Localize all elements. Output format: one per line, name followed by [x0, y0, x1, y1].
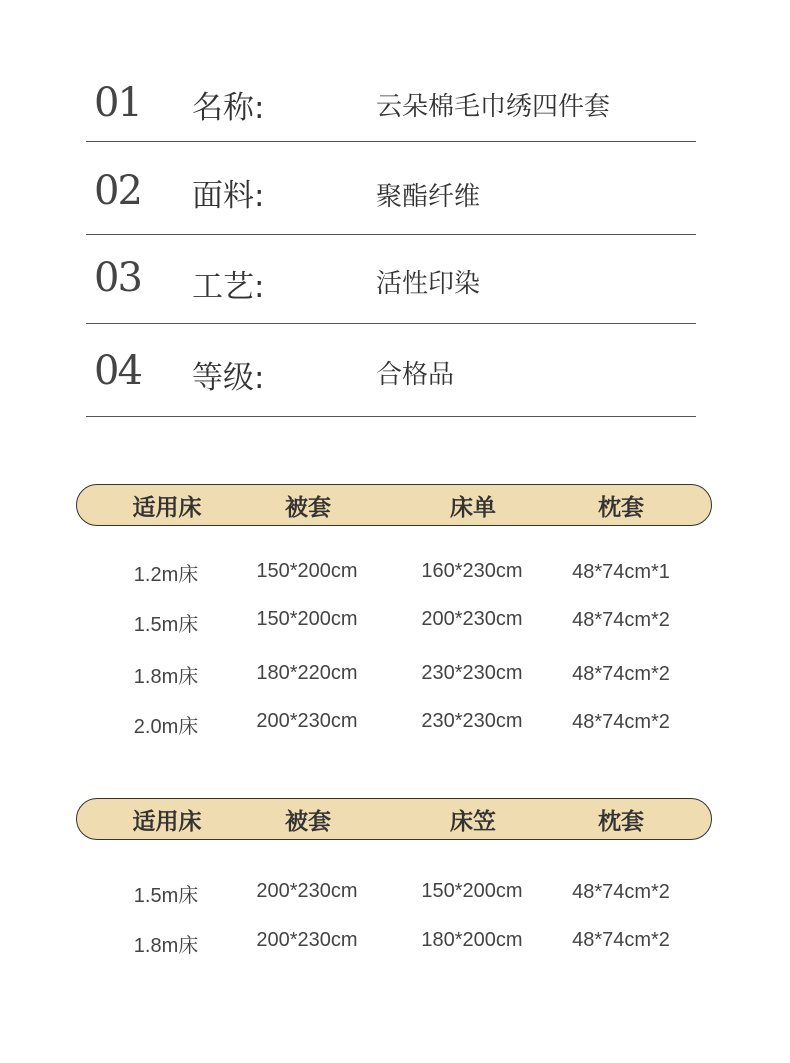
spec-value: 云朵棉毛巾绣四件套: [376, 92, 611, 122]
table-cell: 230*230cm: [421, 710, 523, 732]
spec-label: 工艺:: [192, 269, 265, 305]
spec-row-grade: [86, 324, 696, 417]
header-pillowcase: 枕套: [598, 808, 644, 835]
table-cell: 200*230cm: [421, 608, 523, 630]
table-cell: 48*74cm*2: [572, 881, 670, 903]
table-cell: 150*200cm: [256, 608, 358, 630]
table-cell: 1.8m床: [133, 666, 199, 688]
table-cell: 200*230cm: [256, 880, 358, 902]
header-bed-size: 适用床: [132, 494, 202, 521]
fitted-sheet-table-header: [76, 798, 712, 840]
header-duvet-cover: 被套: [285, 494, 331, 521]
table-cell: 200*230cm: [256, 929, 358, 951]
spec-number: 02: [94, 168, 141, 214]
header-pillowcase: 枕套: [598, 494, 644, 521]
spec-value: 活性印染: [376, 269, 481, 299]
spec-row-name: [86, 70, 696, 142]
header-bed-sheet: 床单: [450, 494, 496, 521]
table-cell: 1.8m床: [133, 935, 199, 957]
spec-number: 04: [94, 348, 141, 394]
spec-value: 合格品: [376, 360, 455, 390]
table-cell: 2.0m床: [133, 716, 199, 738]
table-cell: 48*74cm*2: [572, 663, 670, 685]
spec-label: 等级:: [192, 360, 265, 396]
spec-number: 01: [94, 80, 141, 126]
size-table-header: [76, 484, 712, 526]
table-cell: 160*230cm: [421, 560, 523, 582]
table-cell: 48*74cm*2: [572, 929, 670, 951]
spec-value: 聚酯纤维: [376, 182, 481, 212]
table-cell: 1.5m床: [133, 885, 199, 907]
spec-label: 面料:: [192, 178, 265, 214]
spec-row-craft: [86, 235, 696, 324]
table-cell: 150*200cm: [421, 880, 523, 902]
spec-number: 03: [94, 255, 141, 301]
table-cell: 200*230cm: [256, 710, 358, 732]
table-cell: 150*200cm: [256, 560, 358, 582]
spec-label: 名称:: [192, 90, 265, 126]
table-cell: 48*74cm*2: [572, 609, 670, 631]
table-cell: 230*230cm: [421, 662, 523, 684]
header-bed-size: 适用床: [132, 808, 202, 835]
table-cell: 48*74cm*2: [572, 711, 670, 733]
spec-row-fabric: [86, 142, 696, 235]
table-cell: 48*74cm*1: [572, 561, 670, 583]
table-cell: 180*200cm: [421, 929, 523, 951]
divider: [86, 416, 696, 417]
header-duvet-cover: 被套: [285, 808, 331, 835]
table-cell: 180*220cm: [256, 662, 358, 684]
table-cell: 1.5m床: [133, 614, 199, 636]
header-fitted-sheet: 床笠: [450, 808, 496, 835]
table-cell: 1.2m床: [133, 564, 199, 586]
